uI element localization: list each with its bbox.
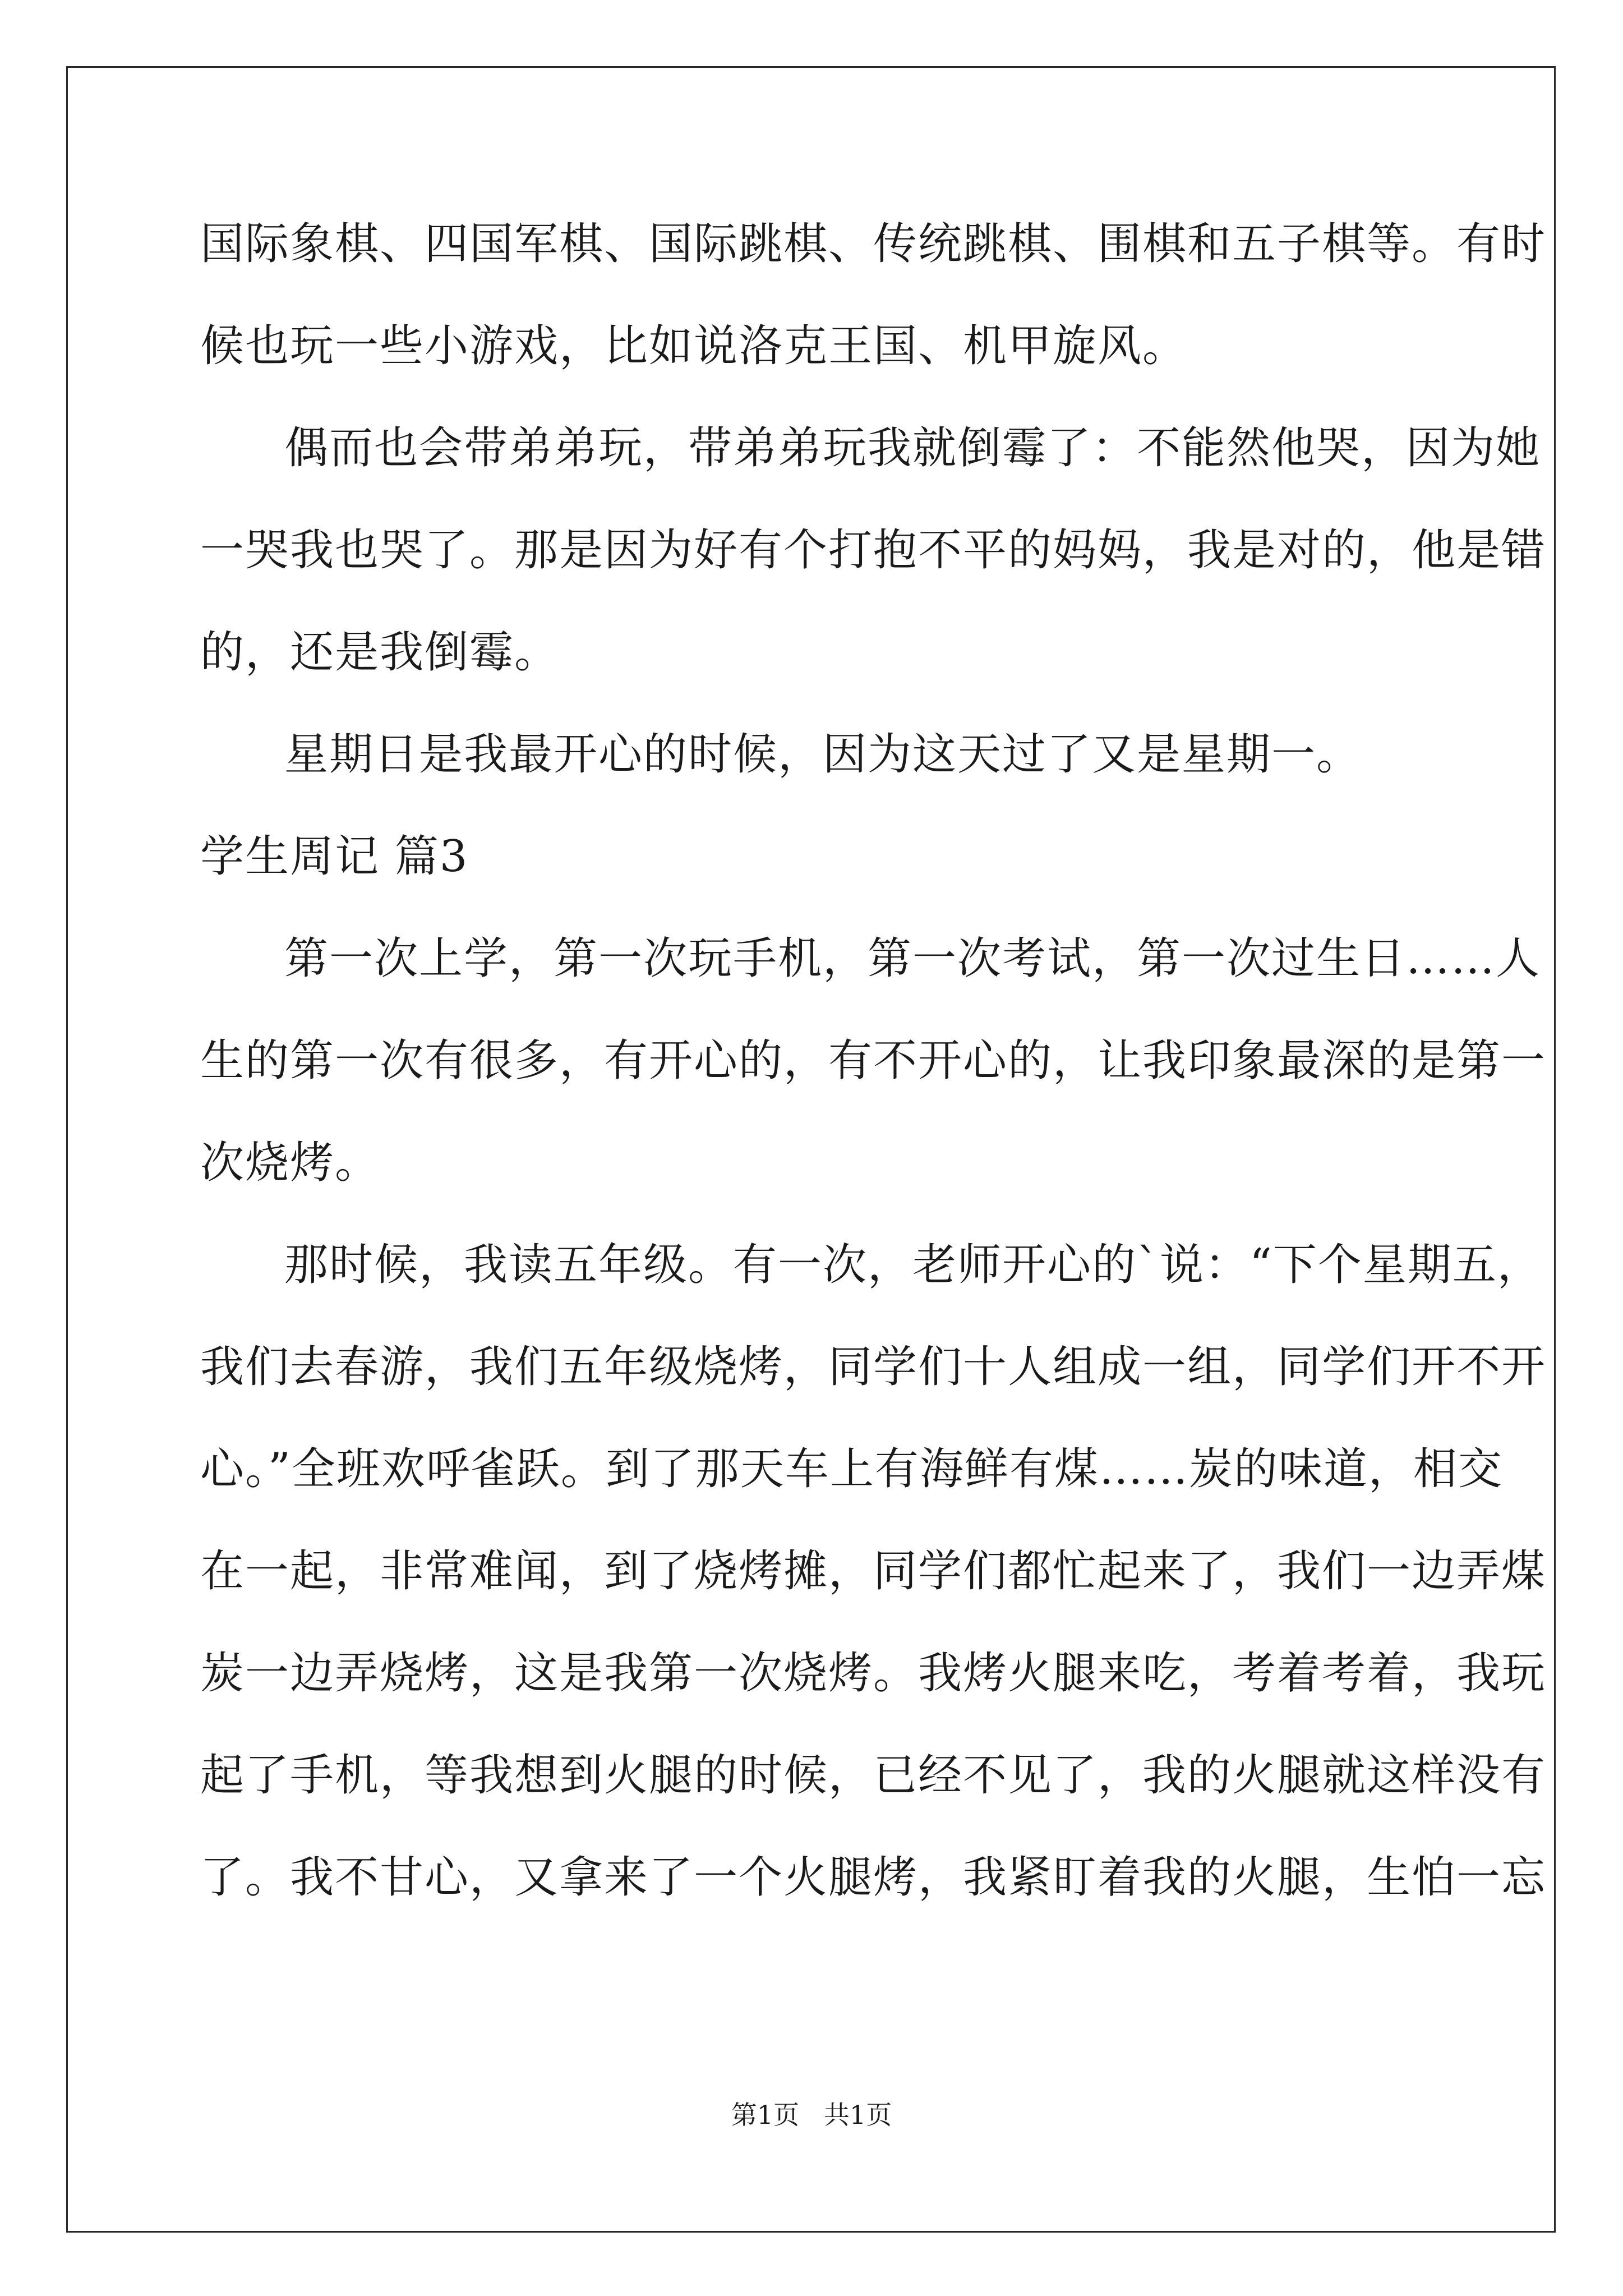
paragraph-1-line-1: 国际象棋、四国军棋、国际跳棋、传统跳棋、围棋和五子棋等。有时: [200, 219, 1547, 269]
paragraph-5-line-3: 心。”全班欢呼雀跃。到了那天车上有海鲜有煤……炭的味道，相交: [200, 1444, 1503, 1494]
paragraph-2-line-3: 的，还是我倒霉。: [200, 627, 560, 678]
paragraph-2-line-1: 偶而也会带弟弟玩，带弟弟玩我就倒霉了：不能然他哭，因为她: [284, 423, 1541, 473]
paragraph-5-line-2: 我们去春游，我们五年级烧烤，同学们十人组成一组，同学们开不开: [200, 1342, 1547, 1392]
paragraph-4-line-1: 第一次上学，第一次玩手机，第一次考试，第一次过生日……人: [284, 933, 1541, 984]
paragraph-5-line-7: 了。我不甘心，又拿来了一个火腿烤，我紧盯着我的火腿，生怕一忘: [200, 1852, 1547, 1903]
page-number-footer: 第1页 共1页: [731, 2100, 892, 2130]
section-heading: 学生周记 篇3: [200, 831, 469, 882]
paragraph-5-line-5: 炭一边弄烧烤，这是我第一次烧烤。我烤火腿来吃，考着考着，我玩: [200, 1648, 1547, 1699]
paragraph-2-line-2: 一哭我也哭了。那是因为好有个打抱不平的妈妈，我是对的，他是错: [200, 525, 1547, 576]
paragraph-3-line-1: 星期日是我最开心的时候，因为这天过了又是星期一。: [284, 729, 1362, 780]
paragraph-5-line-1: 那时候，我读五年级。有一次，老师开心的`说：“下个星期五，: [284, 1240, 1542, 1290]
paragraph-5-line-6: 起了手机，等我想到火腿的时候，已经不见了，我的火腿就这样没有: [200, 1750, 1547, 1801]
paragraph-1-line-2: 候也玩一些小游戏，比如说洛克王国、机甲旋风。: [200, 321, 1188, 371]
paragraph-4-line-2: 生的第一次有很多，有开心的，有不开心的，让我印象最深的是第一: [200, 1036, 1547, 1086]
paragraph-4-line-3: 次烧烤。: [200, 1138, 380, 1188]
paragraph-5-line-4: 在一起，非常难闻，到了烧烤摊，同学们都忙起来了，我们一边弄煤: [200, 1546, 1547, 1596]
